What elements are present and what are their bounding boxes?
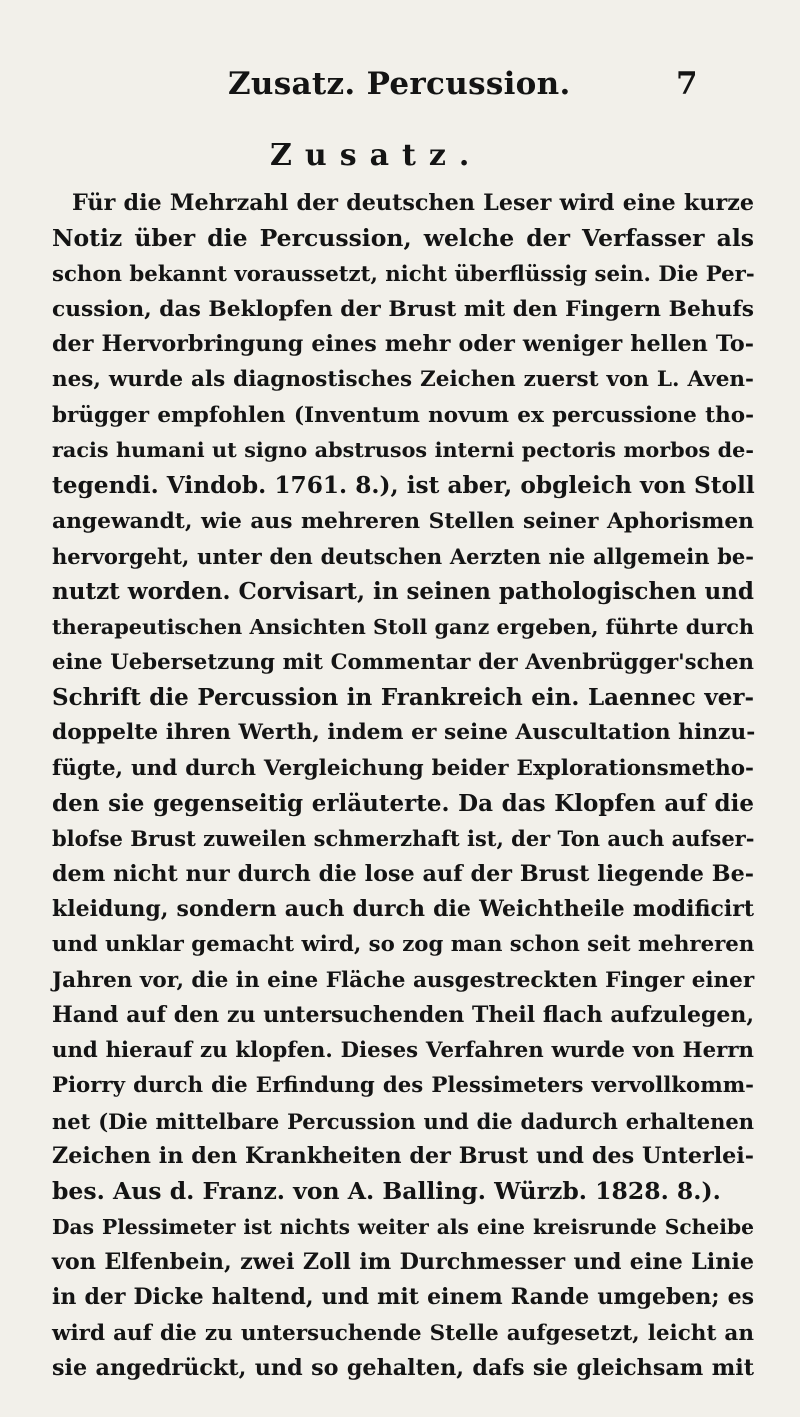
text-line: sie angedrückt, und so gehalten, dafs sie gleichsam mit <box>52 1354 754 1381</box>
text-line: Schrift die Percussion in Frankreich ein. Laennec ver- <box>52 684 754 712</box>
text-line: racis humani ut signo abstrusos interni pectoris morbos de- <box>52 438 754 463</box>
running-title: Zusatz. Percussion. <box>228 66 571 102</box>
text-line: und unklar gemacht wird, so zog man schon seit mehreren <box>52 932 755 958</box>
body-text <box>52 186 754 1386</box>
text-line: Hand auf den zu untersuchenden Theil flach aufzulegen, <box>52 1001 754 1028</box>
text-line: schon bekannt voraussetzt, nicht überflüssig sein. Die Per- <box>52 261 755 287</box>
text-line: eine Uebersetzung mit Commentar der Avenbrügger'schen <box>52 649 754 675</box>
text-line: nes, wurde als diagnostisches Zeichen zuerst von L. Aven- <box>52 367 754 393</box>
text-line: wird auf die zu untersuchende Stelle aufgesetzt, leicht an <box>52 1320 754 1346</box>
text-line: Piorry durch die Erfindung des Plessimeters vervollkomm- <box>52 1073 754 1099</box>
running-head <box>0 66 800 106</box>
section-heading: Zusatz. <box>270 138 483 173</box>
text-line: therapeutischen Ansichten Stoll ganz ergeben, führte durch <box>52 614 754 639</box>
text-line: Das Plessimeter ist nichts weiter als eine kreisrunde Scheibe <box>52 1214 754 1239</box>
text-line: tegendi. Vindob. 1761. 8.), ist aber, obgleich von Stoll <box>52 472 755 500</box>
text-line: blofse Brust zuweilen schmerzhaft ist, der Ton auch aufser- <box>52 826 755 852</box>
text-line: cussion, das Beklopfen der Brust mit den Fingern Behufs <box>52 296 755 322</box>
text-line: von Elfenbein, zwei Zoll im Durchmesser und eine Linie <box>52 1248 754 1275</box>
text-line: nutzt worden. Corvisart, in seinen pathologischen und <box>52 578 754 606</box>
text-line: und hierauf zu klopfen. Dieses Verfahren wurde von Herrn <box>52 1038 754 1064</box>
text-line: kleidung, sondern auch durch die Weichtheile modificirt <box>52 895 754 922</box>
text-line: der Hervorbringung eines mehr oder weniger hellen To- <box>52 331 754 358</box>
text-line: brügger empfohlen (Inventum novum ex percussione tho- <box>52 402 754 428</box>
page-number: 7 <box>676 66 698 102</box>
text-line: Für die Mehrzahl der deutschen Leser wird eine kurze <box>72 190 754 216</box>
text-line: net (Die mittelbare Percussion und die dadurch erhaltenen <box>52 1108 754 1134</box>
text-line: hervorgeht, unter den deutschen Aerzten nie allgemein be- <box>52 543 754 569</box>
text-line: Zeichen in den Krankheiten der Brust und des Unterlei- <box>52 1143 754 1170</box>
text-line: in der Dicke haltend, und mit einem Rande umgeben; es <box>52 1284 754 1311</box>
text-line: bes. Aus d. Franz. von A. Balling. Würzb. 1828. 8.). <box>52 1177 721 1206</box>
text-line: doppelte ihren Werth, indem er seine Auscultation hinzu- <box>52 720 756 746</box>
text-line: angewandt, wie aus mehreren Stellen seiner Aphorismen <box>52 508 754 534</box>
text-line: dem nicht nur durch die lose auf der Brust liegende Be- <box>52 860 754 887</box>
text-line: Jahren vor, die in eine Fläche ausgestreckten Finger einer <box>52 967 755 993</box>
text-line: fügte, und durch Vergleichung beider Explorationsmetho- <box>52 755 754 781</box>
text-line: Notiz über die Percussion, welche der Verfasser als <box>52 224 754 253</box>
text-line: den sie gegenseitig erläuterte. Da das Klopfen auf die <box>52 790 754 818</box>
